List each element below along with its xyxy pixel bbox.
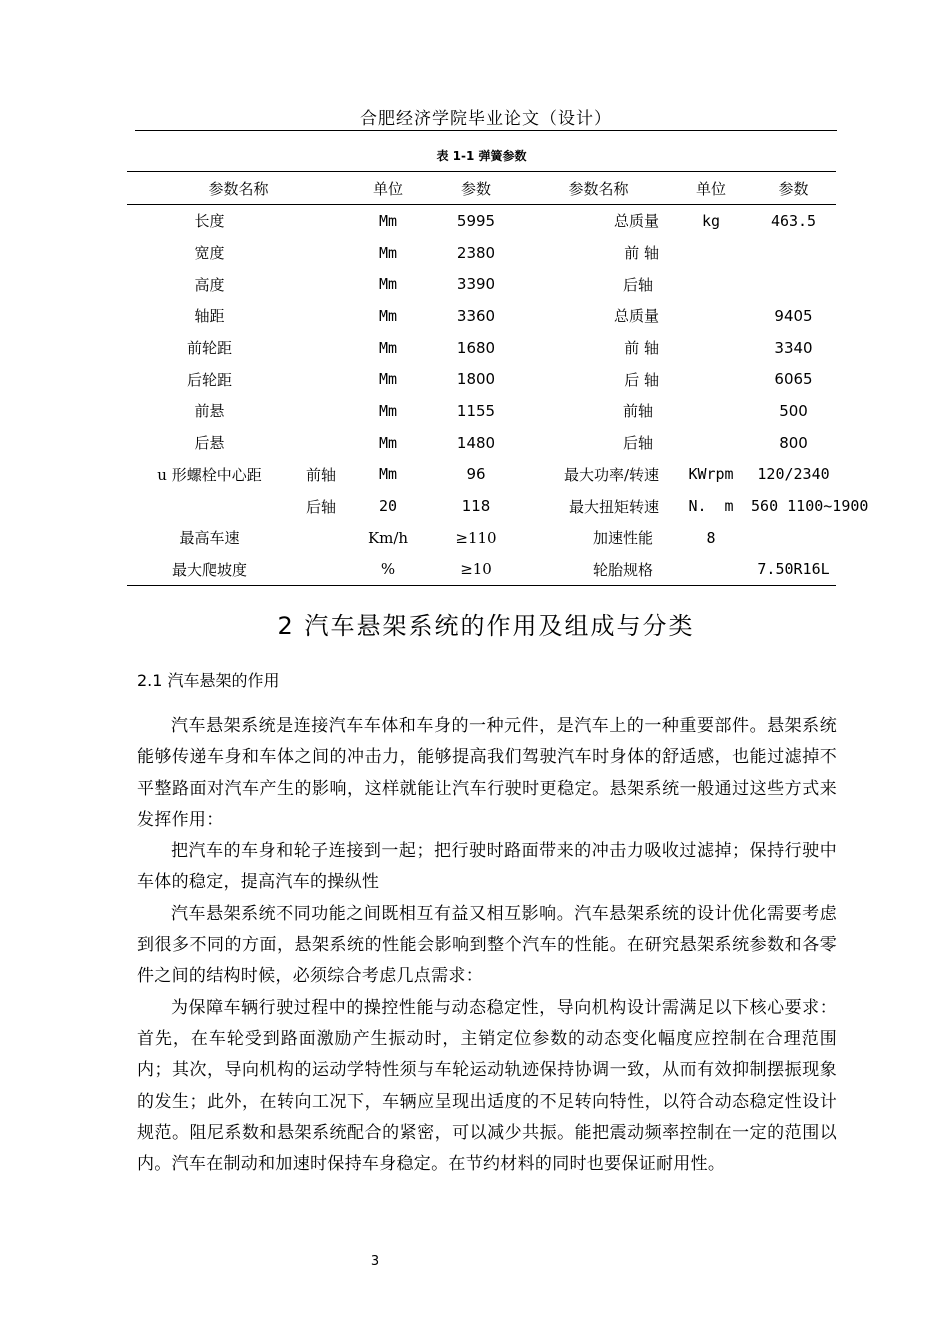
column-header: 单位 [350, 172, 426, 205]
table-cell [751, 237, 836, 269]
table-cell [292, 268, 350, 300]
table-cell: 前悬 [194, 402, 225, 421]
table-cell: 3360 [456, 306, 496, 325]
table-cell: 最大爬坡度 [127, 554, 292, 586]
table-cell: 1800 [456, 370, 496, 389]
table-cell: Mm [378, 338, 398, 357]
table-row [127, 205, 836, 237]
table-cell [292, 237, 350, 269]
table-cell: Mm [378, 275, 398, 294]
table-cell [292, 363, 350, 395]
table-row [127, 268, 836, 300]
table-cell: Mm [378, 243, 398, 262]
table-cell [292, 427, 350, 459]
column-header: 参数名称 [127, 172, 350, 205]
table-cell: 总质量 [614, 307, 660, 326]
table-cell: 1480 [456, 433, 496, 452]
table-cell: 20 [378, 497, 398, 516]
subsection-title: 2.1 汽车悬架的作用 [137, 671, 280, 690]
table-cell: 1680 [456, 338, 496, 357]
table-cell: 后轴 [306, 497, 337, 516]
table-cell: 96 [466, 465, 486, 484]
table-cell: 5995 [456, 211, 496, 230]
table-cell: 9405 [774, 306, 813, 325]
table-cell: 轮胎规格 [526, 554, 671, 586]
table-row [127, 395, 836, 427]
table-cell [751, 522, 836, 554]
table-cell: 7.50R16L [751, 554, 836, 586]
header-rule [135, 130, 837, 131]
column-header: 参数 [426, 172, 526, 205]
table-cell: 最高车速 [179, 529, 240, 548]
table-cell: 最大功率/转速 [563, 465, 660, 484]
table-cell [292, 300, 350, 332]
table-cell: 后 轴 [624, 370, 660, 389]
table-cell: % [350, 554, 426, 586]
table-cell: Mm [378, 211, 398, 230]
table-cell: Km/h [367, 528, 409, 547]
table-cell: 前 轴 [624, 339, 660, 358]
table-cell [671, 237, 751, 269]
table-row [127, 237, 836, 269]
table-cell: 前 轴 [624, 244, 660, 263]
table-cell: 3340 [774, 338, 813, 357]
table-cell: 1155 [456, 401, 496, 420]
page-number: 3 [370, 1254, 380, 1269]
table-cell: u 形螺栓中心距 [157, 465, 262, 484]
table-header-row [127, 172, 836, 205]
table-cell: ≥110 [455, 528, 497, 547]
table-cell: 前轮距 [186, 339, 232, 358]
table-cell [671, 363, 751, 395]
table-cell: 轴距 [194, 307, 225, 326]
table-cell [671, 427, 751, 459]
column-header: 单位 [671, 172, 751, 205]
column-header: 参数 [751, 172, 836, 205]
table-cell: Mm [378, 401, 398, 420]
table-cell: Mm [378, 433, 398, 452]
paragraph: 汽车悬架系统不同功能之间既相互有益又相互影响。汽车悬架系统的设计优化需要考虑到很多不同的方面，悬架系统的性能会影响到整个汽车的性能。在研究悬架系统参数和各零件之间的结构时候，必须综合考虑几点需求： [137, 903, 837, 987]
table-row [127, 332, 836, 364]
table-cell [671, 395, 751, 427]
section-title: 2 汽车悬架系统的作用及组成与分类 [277, 612, 695, 640]
table-cell: 463.5 [770, 211, 817, 230]
table-cell [751, 268, 836, 300]
body-text [137, 711, 837, 1180]
spec-table [127, 171, 869, 586]
table-row [127, 554, 836, 586]
table-cell: kg [701, 211, 721, 230]
table-cell: 560 1100~1900 [751, 497, 869, 516]
table-cell: 500 [779, 401, 808, 420]
table-cell [292, 332, 350, 364]
table-row [127, 300, 836, 332]
table-cell: 最大扭矩转速 [569, 497, 660, 516]
table-cell: 8 [706, 528, 716, 547]
table-cell: Mm [378, 370, 398, 389]
table-cell [292, 554, 350, 586]
table-cell: 2380 [456, 243, 496, 262]
table-cell [292, 205, 350, 237]
table-cell: 800 [779, 433, 808, 452]
table-cell: ≥10 [426, 554, 526, 586]
table-cell [292, 522, 350, 554]
table-cell [671, 268, 751, 300]
table-cell: 118 [461, 497, 491, 516]
table-cell: 前轴 [623, 402, 654, 421]
table-row [127, 427, 836, 459]
table-row [127, 490, 836, 522]
table-row [127, 363, 836, 395]
table-cell: 后悬 [194, 434, 225, 453]
table-cell: 高度 [194, 275, 225, 294]
table-cell [671, 554, 751, 586]
paragraph: 汽车悬架系统是连接汽车车体和车身的一种元件，是汽车上的一种重要部件。悬架系统能够传递车身和车体之间的冲击力，能够提高我们驾驶汽车时身体的舒适感，也能过滤掉不平整路面对汽车产生的影响，这样就能让汽车行驶时更稳定。悬架系统一般通过这些方式来发挥作用： [137, 716, 837, 830]
table-cell [671, 332, 751, 364]
table-cell: N. m [688, 497, 734, 516]
table-cell: 后轮距 [186, 370, 232, 389]
table-cell [292, 395, 350, 427]
table-cell: Mm [378, 306, 398, 325]
running-header: 合肥经济学院毕业论文（设计） [360, 109, 612, 129]
table-cell: 后轴 [623, 275, 654, 294]
table-cell: 120/2340 [757, 465, 830, 484]
table-cell: 宽度 [194, 244, 225, 263]
table-cell [671, 300, 751, 332]
table-cell: KWrpm [688, 465, 734, 484]
table-row [127, 459, 836, 491]
table-cell: 6065 [774, 370, 813, 389]
table-cell: 总质量 [614, 212, 660, 231]
table-cell: 前轴 [306, 465, 337, 484]
column-header: 参数名称 [526, 172, 671, 205]
table-cell: 后轴 [623, 434, 654, 453]
table-cell: 加速性能 [593, 529, 654, 548]
table-cell: Mm [378, 465, 398, 484]
table-cell [127, 490, 292, 522]
paragraph: 把汽车的车身和轮子连接到一起；把行驶时路面带来的冲击力吸收过滤掉；保持行驶中车体的稳定，提高汽车的操纵性 [137, 841, 837, 893]
paragraph: 为保障车辆行驶过程中的操控性能与动态稳定性，导向机构设计需满足以下核心要求：首先，在车轮受到路面激励产生振动时，主销定位参数的动态变化幅度应控制在合理范围内；其次，导向机构的运动学特性须与车轮运动轨迹保持协调一致，从而有效抑制摆振现象的发生；此外，在转向工况下，车辆应呈现出适度的不足转向特性，以符合动态稳定性设计规范。阻尼系数和悬架系统配合的紧密，可以减少共振。能把震动频率控制在一定的范围以内。汽车在制动和加速时保持车身稳定。在节约材料的同时也要保证耐用性。 [137, 997, 837, 1175]
table-row [127, 522, 836, 554]
table-cell: 3390 [456, 275, 496, 294]
table-cell: 长度 [194, 212, 225, 231]
table-caption: 表 1-1 弹簧参数 [436, 149, 527, 163]
